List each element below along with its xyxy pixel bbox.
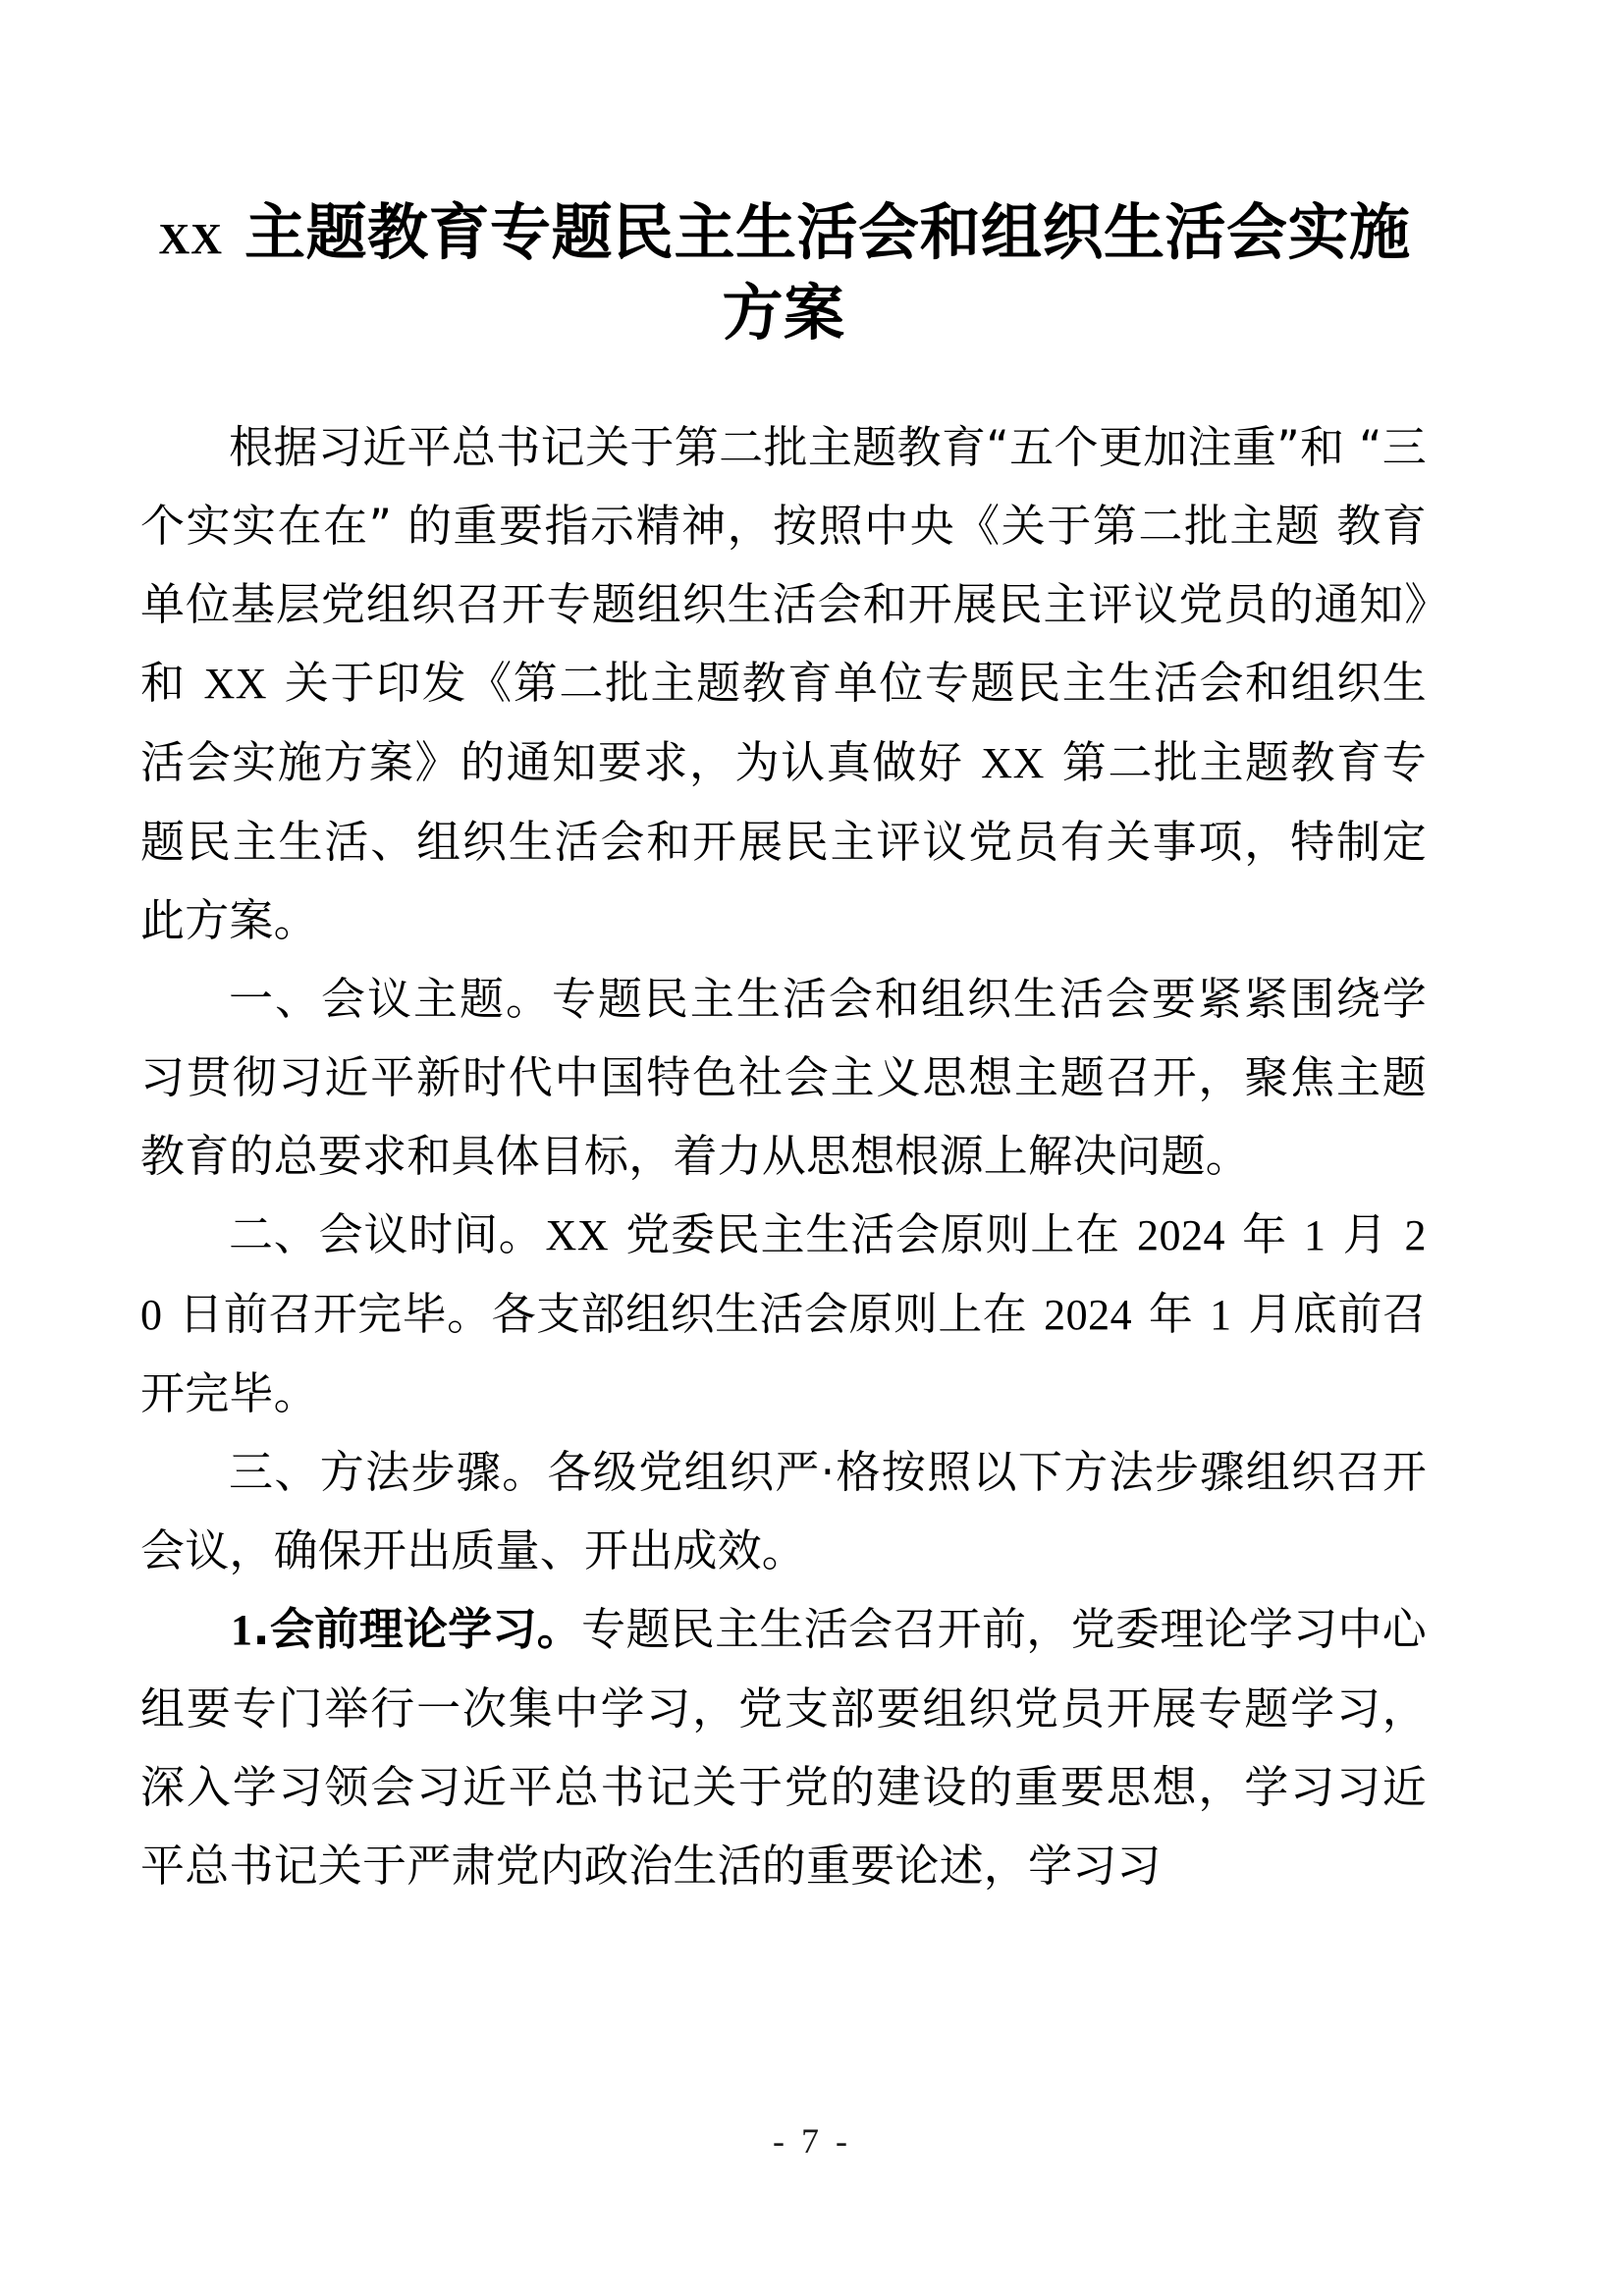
- paragraph-section-2-meeting-time: 二、会议时间。XX 党委民主生活会原则上在 2024 年 1 月 20 日前召开完毕。各支部组织生活会原则上在 2024 年 1 月底前召开完毕。: [140, 1207, 1427, 1419]
- latin-run: 1: [231, 1605, 253, 1654]
- page-title: [140, 0, 1427, 353]
- latin-run: 20: [140, 1210, 1427, 1339]
- paragraph-item-1-pre-meeting-study: [140, 1590, 1427, 1905]
- page-title-cjk: 主题教育专题民主生活会和组织生活会实施方案: [225, 196, 1411, 348]
- latin-run: 2024: [1044, 1290, 1133, 1339]
- latin-run: 2024: [1137, 1210, 1226, 1259]
- paragraph-section-3-method-steps: 三、方法步骤。各级党组织严·格按照以下方法步骤组织召开会议，确保开出质量、开出成效。: [140, 1445, 1427, 1576]
- latin-run: XX: [545, 1210, 610, 1259]
- latin-run: 1: [1210, 1290, 1232, 1339]
- paragraph-preamble: 根据习近平总书记关于第二批主题教育“五个更加注重”和 “三个实实在在” 的重要指示精神，按照中央《关于第二批主题 教育单位基层党组织召开专题组织生活会和开展民主评议党员的通知》和 XX 关于印发《第二批主题教育单位专题民主生活会和组织生活会实施方案》的通知要求，为认真做好 XX 第二批主题教育专题民主生活、组织生活会和开展民主评议党员有关事项，特制定此方案。: [140, 420, 1427, 946]
- paragraph-item-1-body: 专题民主生活会召开前，党委理论学习中心组要专门举行一次集中学习，党支部要组织党员开展专题学习，深入学习领会习近平总书记关于党的建设的重要思想，学习习近平总书记关于严肃党内政治生活的重要论述，学习习: [140, 1602, 1427, 1892]
- paragraph-section-1-meeting-topic: 一、会议主题。专题民主生活会和组织生活会要紧紧围绕学习贯彻习近平新时代中国特色社会主义思想主题召开，聚焦主题教育的总要求和具体目标，着力从思想根源上解决问题。: [140, 972, 1427, 1182]
- latin-run: 1: [1304, 1210, 1326, 1259]
- latin-run: XX: [203, 659, 268, 708]
- latin-run: XX: [981, 738, 1045, 787]
- page-title-latin: XX: [158, 215, 224, 263]
- document-body: [140, 408, 1427, 1905]
- page-number-footer: - 7 -: [773, 2121, 851, 2161]
- paragraph-item-1-lead: 1.会前理论学习。: [231, 1602, 582, 1655]
- page-content: [140, 0, 1427, 1905]
